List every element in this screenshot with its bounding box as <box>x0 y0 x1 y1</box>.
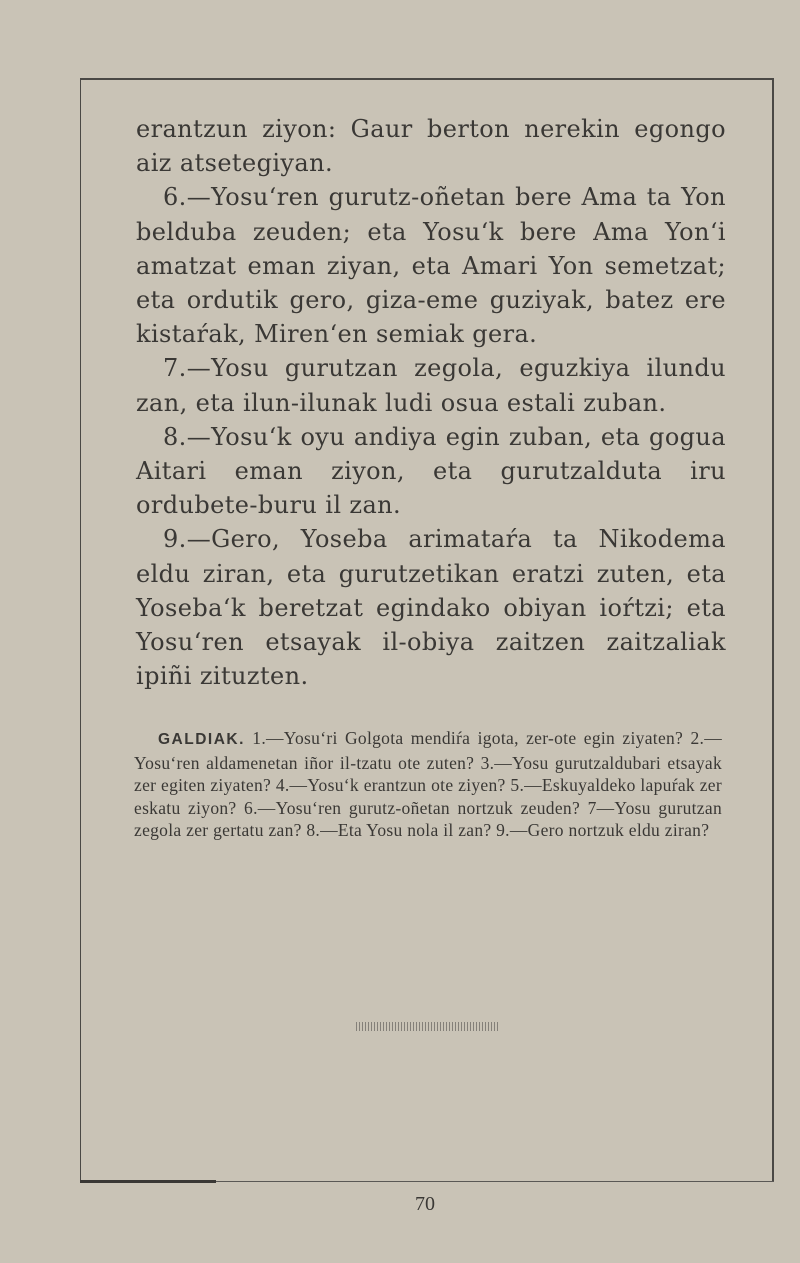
questions-text: 1.—Yosu‘ri Golgota mendiŕa igota, zer-ote egin ziyaten? 2.—Yosu‘ren aldamenetan iñor il-tzatu ote zuten? 3.—Yosu gurutzaldubari etsayak zer egiten ziyaten? 4.—Yosu‘k erantzun ote ziyen? 5.—Eskuyaldeko lapuŕak zer eskatu ziyon? 6.—Yosu‘ren gurutz-oñetan nortzuk zeuden? 7—Yosu gurutzan zegola zer gertatu zan? 8.—Eta Yosu nola il zan? 9.—Gero nortzuk eldu ziran? <box>134 728 722 841</box>
paragraph-6: 6.—Yosu‘ren gurutz-oñetan bere Ama ta Yon belduba zeuden; eta Yosu‘k bere Ama Yon‘i amatzat eman ziyan, eta Amari Yon semetzat; eta ordutik gero, giza-eme guziyak, batez ere kistaŕak, Miren‘en semiak gera. <box>136 183 726 349</box>
paragraph-7: 7.—Yosu gurutzan zegola, eguzkiya ilundu zan, eta ilun-ilunak ludi osua estali zuban. <box>136 354 726 417</box>
frame-bottom-thin-rule <box>216 1181 774 1182</box>
paragraph-8: 8.—Yosu‘k oyu andiya egin zuban, eta gogua Aitari eman ziyon, eta gurutzalduta iru ordubete-buru il zan. <box>136 422 726 520</box>
main-text <box>136 112 726 693</box>
questions-block <box>134 727 722 842</box>
ornament-divider <box>356 1022 498 1031</box>
frame-bottom-rule <box>80 1180 216 1183</box>
page-number: 70 <box>415 1193 435 1215</box>
questions-heading: GALDIAK. <box>158 731 245 748</box>
paragraph-9: 9.—Gero, Yoseba arimataŕa ta Nikodema eldu ziran, eta gurutzetikan eratzi zuten, eta Yoseba‘k beretzat egindako obiyan ioŕtzi; eta Yosu‘ren etsayak il-obiya zaitzen zaitzaliak ipiñi zituzten. <box>136 525 726 691</box>
paragraph-continuation: erantzun ziyon: Gaur berton nerekin egongo aiz atsetegiyan. <box>136 115 726 178</box>
